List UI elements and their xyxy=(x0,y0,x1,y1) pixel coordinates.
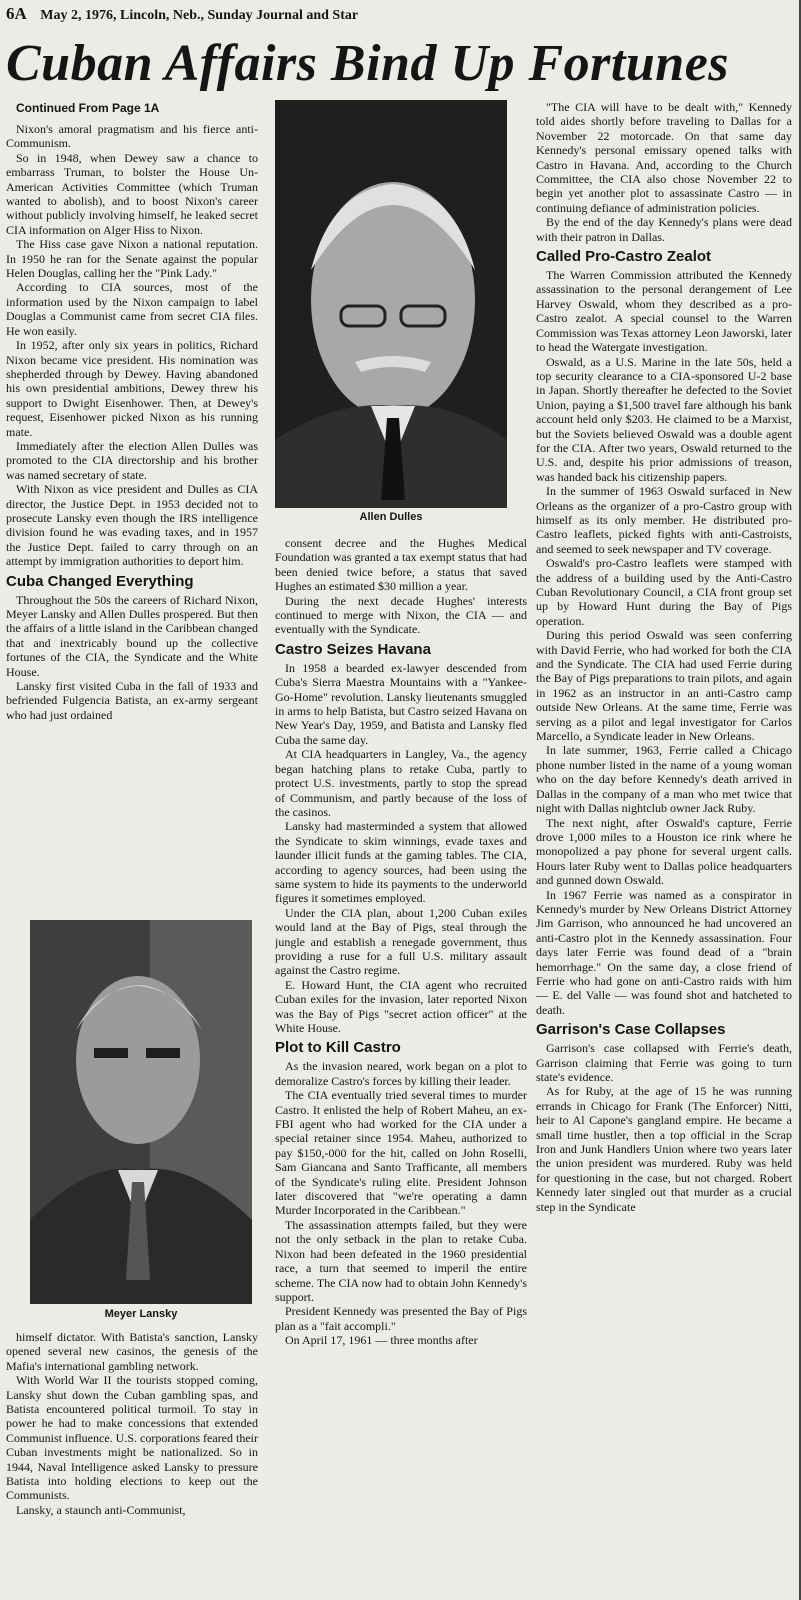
paragraph: The assassination attempts failed, but they were not the only setback in the plan to retake Cuba. Nixon had been defeated in the 1960 presidential race, a turn that seemed to imperil the entire scheme. The CIA now had to obtain John Kennedy's support. xyxy=(275,1217,527,1304)
paragraph: Lansky, a staunch anti-Communist, xyxy=(16,1502,186,1517)
paragraph: Throughout the 50s the careers of Richard Nixon, Meyer Lansky and Allen Dulles prospered. But then the affairs of a little island in the Caribbean changed that and inextricably bound up the collective fortunes of the CIA, the Syndicate and the White House. xyxy=(6,592,258,679)
paragraph: On April 17, 1961 — three months after xyxy=(285,1333,478,1348)
paragraph: With World War II the tourists stopped coming, Lansky shut down the Cuban gambling spas, and Batista encountered political turmoil. To stay in power he had to make concessions that extended Communist influence. U.S. corporations feared their Cuban investments might be nationalized. So in 1944, Naval Intelligence asked Lansky to pressure Batista into holding elections to keep out the Communists. xyxy=(6,1373,258,1503)
paragraph: At CIA headquarters in Langley, Va., the agency began hatching plans to retake Cuba, partly to protect U.S. investments, partly to stop the spread of Communism, and partly because of the loss of the casinos. xyxy=(275,747,527,819)
column-1-bottom xyxy=(6,1330,258,1600)
paragraph: E. Howard Hunt, the CIA agent who recruited Cuban exiles for the invasion, later reported Nixon was the Bay of Pigs "secret action officer" at the White House. xyxy=(275,977,527,1035)
allen-dulles-photo xyxy=(275,100,507,508)
paragraph: With Nixon as vice president and Dulles as CIA director, the Justice Dept. in 1953 decided not to prosecute Lansky even though the IRS intelligence division found he was evading taxes, and in 1957 the Justice Dept. failed to carry through on an attempt by immigration authorities to deport him. xyxy=(6,482,258,569)
paragraph: Garrison's case collapsed with Ferrie's death, Garrison claiming that Ferrie was going to turn state's evidence. xyxy=(536,1041,792,1084)
folio-line xyxy=(6,2,796,26)
dulles-caption: Allen Dulles xyxy=(359,511,423,523)
paragraph: Oswald, as a U.S. Marine in the late 50s, held a top security clearance to a CIA-sponsored U-2 base in Japan. Shortly thereafter he defected to the Soviet Union, paying a $1,500 travel fare although his bank account held only $203. He claimed to be a Marxist, but the Soviets believed Oswald was a double agent for the CIA. After two years, Oswald returned to the U.S. and, despite his prior admissions of treason, was handed back his citizenship papers. xyxy=(536,354,792,484)
headline: Cuban Affairs Bind Up Fortunes xyxy=(6,35,730,92)
paragraph: By the end of the day Kennedy's plans were dead with their patron in Dallas. xyxy=(536,215,792,244)
dateline: May 2, 1976, Lincoln, Neb., Sunday Journal and Star xyxy=(40,8,359,23)
paragraph: Nixon's amoral pragmatism and his fierce anti-Communism. xyxy=(6,122,258,151)
paragraph: During the next decade Hughes' interests continued to merge with Nixon, the CIA — and eventually with the Syndicate. xyxy=(275,593,527,637)
paragraph: The Warren Commission attributed the Kennedy assassination to the personal derangement of Lee Harvey Oswald, whom they described as a pro-Castro zealot. A special counsel to the Warren Commission was Texas attorney Leon Jaworski, later to head the Watergate investigation. xyxy=(536,268,792,355)
paragraph: During this period Oswald was seen conferring with David Ferrie, who had worked for both the CIA and the Syndicate. The CIA had used Ferrie during the Bay of Pigs preparations to train pilots, and again in 1962 as an instructor in an anti-Castro camp outside New Orleans. At the same time, Ferrie was serving as a pilot and legal investigator for Carlos Marcello, a Syndicate leader in New Orleans. xyxy=(536,628,792,744)
column-1-top xyxy=(6,100,258,915)
paragraph: himself dictator. With Batista's sanction, Lansky opened several new casinos, the genesis of the Mafia's international gambling network. xyxy=(6,1330,258,1373)
paragraph: In late summer, 1963, Ferrie called a Chicago phone number listed in the name of a young woman who on the day before Kennedy's death arrived in Dallas in the company of a man who met twice that night with Dallas nightclub owner Jack Ruby. xyxy=(536,743,792,816)
paragraph: consent decree and the Hughes Medical Foundation was granted a tax exempt status that had been denied twice before, a status that saved Hughes an estimated $30 million a year. xyxy=(275,536,527,594)
paragraph: Oswald's pro-Castro leaflets were stamped with the address of a building used by the Anti-Castro Cuban Revolutionary Council, a CIA front group set up by Howard Hunt during the Bay of Pigs operation. xyxy=(536,556,792,628)
paragraph: Immediately after the election Allen Dulles was promoted to the CIA directorship and his brother was named secretary of state. xyxy=(6,438,258,482)
paragraph: As for Ruby, at the age of 15 he was running errands in Chicago for Frank (The Enforcer) Nitti, heir to Al Capone's gangland empire. He became a small time hustler, then a top official in the Scrap Iron and Junk Handlers Union where two years later the union president was murdered. Ruby was held for questioning in the case, but not charged. Robert Kennedy later singled out that murder as a crucial step in the Syndicate xyxy=(536,1084,792,1214)
subhead-castro-seizes: Castro Seizes Havana xyxy=(275,640,431,658)
paragraph: So in 1948, when Dewey saw a chance to embarrass Truman, to bolster the House Un-American Activities Committee (which Truman wanted to abolish), and to boost Nixon's career without publicly involving himself, he leaked secret CIA information on Alger Hiss to Nixon. xyxy=(6,150,258,237)
lansky-caption: Meyer Lansky xyxy=(104,1308,178,1320)
portrait-image xyxy=(275,100,507,508)
paragraph: President Kennedy was presented the Bay of Pigs plan as a "fait accompli." xyxy=(275,1304,527,1333)
paragraph: As the invasion neared, work began on a plot to demoralize Castro's forces by killing their leader. xyxy=(275,1059,527,1088)
subhead-cuba-changed: Cuba Changed Everything xyxy=(6,572,194,590)
paragraph: The CIA eventually tried several times to murder Castro. It enlisted the help of Robert Maheu, an ex-FBI agent who had worked for the CIA under a special retainer since 1954. Maheu, authorized to pay $150,-000 for the hit, called on John Roselli, Sam Giancana and Santo Trafficante, all members of the Syndicate's ruling elite. President Johnson later discovered that "we're operating a damn Murder Incorporated in the Caribbean." xyxy=(275,1088,527,1218)
subhead-plot-to-kill: Plot to Kill Castro xyxy=(275,1039,401,1057)
paragraph: The next night, after Oswald's capture, Ferrie drove 1,000 miles to a Houston ice rink where he monopolized a pay phone for several urgent calls. Hours later Ruby went to Dallas police headquarters and gunned down Oswald. xyxy=(536,815,792,888)
column-2 xyxy=(275,536,527,1600)
paragraph: In 1952, after only six years in politics, Richard Nixon became vice president. His nomination was shepherded through by Dewey. Having abandoned his own presidential ambitions, Dewey threw his support to Dwight Eisenhower. Then, at Dewey's request, Eisenhower picked Nixon as his running mate. xyxy=(6,338,258,439)
paragraph: "The CIA will have to be dealt with," Kennedy told aides shortly before traveling to Dallas for a November 22 motorcade. On that same day Kennedy's personal emissary opened talks with Castro in Havana. And, according to the Church Committee, the CIA also chose November 22 to begin yet another plot to assassinate Castro — in continuing defiance of administration policies. xyxy=(536,100,792,215)
paragraph: According to CIA sources, most of the information used by the Nixon campaign to label Douglas a Communist came from secret CIA files. He won easily. xyxy=(6,280,258,338)
page-number: 6A xyxy=(6,4,27,23)
portrait-image xyxy=(30,920,252,1304)
paragraph: In the summer of 1963 Oswald surfaced in New Orleans as the organizer of a pro-Castro group with himself as its only member. He distributed pro-Castro leaflets, picked fights with anti-Castroists, and seemed to seek newspaper and TV coverage. xyxy=(536,484,792,556)
paragraph: The Hiss case gave Nixon a national reputation. In 1950 he ran for the Senate against the popular Helen Douglas, calling her the "Pink Lady." xyxy=(6,237,258,281)
subhead-pro-castro-zealot: Called Pro-Castro Zealot xyxy=(536,248,712,266)
paragraph: Under the CIA plan, about 1,200 Cuban exiles would land at the Bay of Pigs, steal through the jungle and establish a renegade government, thus providing a ruse for a full U.S. military assault against the Castro regime. xyxy=(275,905,527,978)
paragraph: Lansky had masterminded a system that allowed the Syndicate to skim winnings, evade taxes and launder illicit funds at the gaming tables. The CIA, according to agency sources, had been using the same system to hide its payments to the underworld figures it sometimes employed. xyxy=(275,819,527,906)
paragraph: In 1967 Ferrie was named as a conspirator in Kennedy's murder by New Orleans District Attorney Jim Garrison, who announced he had uncovered an anti-Castro plot in the Kennedy assassination. Four days later Ferrie was found dead of a "brain hemorrhage." On the same day, a close friend of Ferrie who had gone on anti-Castro raids with him — E. del Valle — was found shot and hatcheted to death. xyxy=(536,887,792,1017)
subhead-garrison-case: Garrison's Case Collapses xyxy=(536,1021,726,1039)
meyer-lansky-photo xyxy=(30,920,252,1304)
paragraph: Lansky first visited Cuba in the fall of 1933 and befriended Fulgencia Batista, an ex-army sergeant who had just ordained xyxy=(6,679,258,722)
continued-kicker: Continued From Page 1A xyxy=(16,101,160,115)
column-3 xyxy=(536,100,792,1600)
paragraph: In 1958 a bearded ex-lawyer descended from Cuba's Sierra Maestra Mountains with a "Yankee-Go-Home" revolution. Lansky lieutenants smuggled in arms to help Batista, but Castro seized Havana on New Year's Day, 1959, and Batista and Lansky fled Cuba the same day. xyxy=(275,660,527,747)
